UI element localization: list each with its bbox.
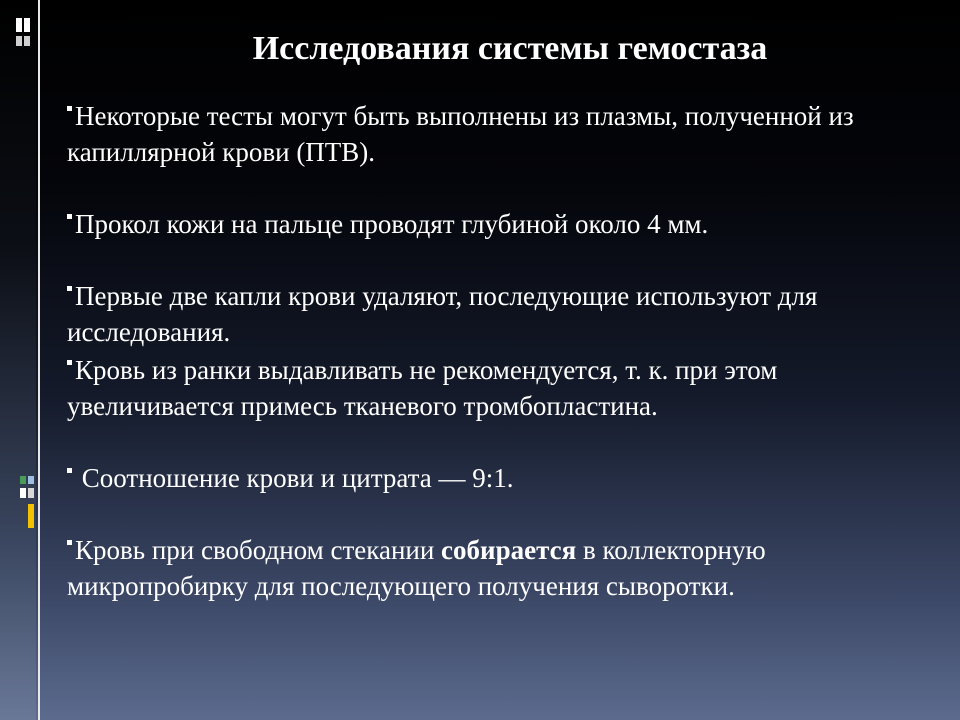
bullet-square-icon bbox=[67, 360, 72, 365]
bullet-text: Соотношение крови и цитрата — 9:1. bbox=[81, 463, 514, 493]
bullet-item bbox=[67, 460, 947, 496]
bullet-item bbox=[67, 278, 947, 350]
strip-divider-line bbox=[38, 0, 40, 720]
decor-square bbox=[16, 18, 22, 32]
bullet-square-icon bbox=[67, 106, 72, 111]
decor-square bbox=[24, 36, 30, 46]
bullet-text: Кровь из ранки выдавливать не рекомендуется, т. к. при этом увеличивается примесь тканевого тромбопластина. bbox=[67, 355, 778, 421]
strip-gradient bbox=[0, 0, 36, 720]
bullet-item bbox=[67, 352, 947, 424]
slide-title: Исследования системы гемостаза bbox=[252, 30, 768, 67]
decor-square-blue bbox=[28, 476, 34, 484]
bullet-item bbox=[67, 206, 947, 242]
decor-square-yellow bbox=[28, 504, 34, 528]
bullet-text: в коллекторную микропробирку для последующего получения сыворотки. bbox=[67, 535, 766, 601]
bullet-text: Первые две капли крови удаляют, последующие используют для исследования. bbox=[67, 281, 818, 347]
decor-square bbox=[28, 488, 34, 498]
decor-square bbox=[24, 18, 30, 32]
bullet-square-icon bbox=[67, 540, 72, 545]
bullet-square-icon bbox=[67, 214, 72, 219]
bullet-square-icon bbox=[67, 468, 72, 473]
bullet-square-icon bbox=[67, 286, 72, 291]
decor-square bbox=[20, 488, 26, 498]
bullet-leading-space bbox=[75, 463, 82, 493]
bullet-text: Кровь при свободном стекании bbox=[75, 535, 442, 565]
left-decorative-strip bbox=[0, 0, 40, 720]
decor-square-green bbox=[20, 476, 26, 484]
bullet-text: Прокол кожи на пальце проводят глубиной около 4 мм. bbox=[75, 209, 709, 239]
bullet-text: Некоторые тесты могут быть выполнены из плазмы, полученной из капиллярной крови (ПТВ). bbox=[67, 101, 854, 167]
decor-square bbox=[16, 36, 22, 46]
bullet-list bbox=[67, 98, 947, 604]
bullet-item bbox=[67, 532, 947, 604]
bullet-bold-text: собирается bbox=[441, 535, 577, 565]
bullet-item bbox=[67, 98, 947, 170]
